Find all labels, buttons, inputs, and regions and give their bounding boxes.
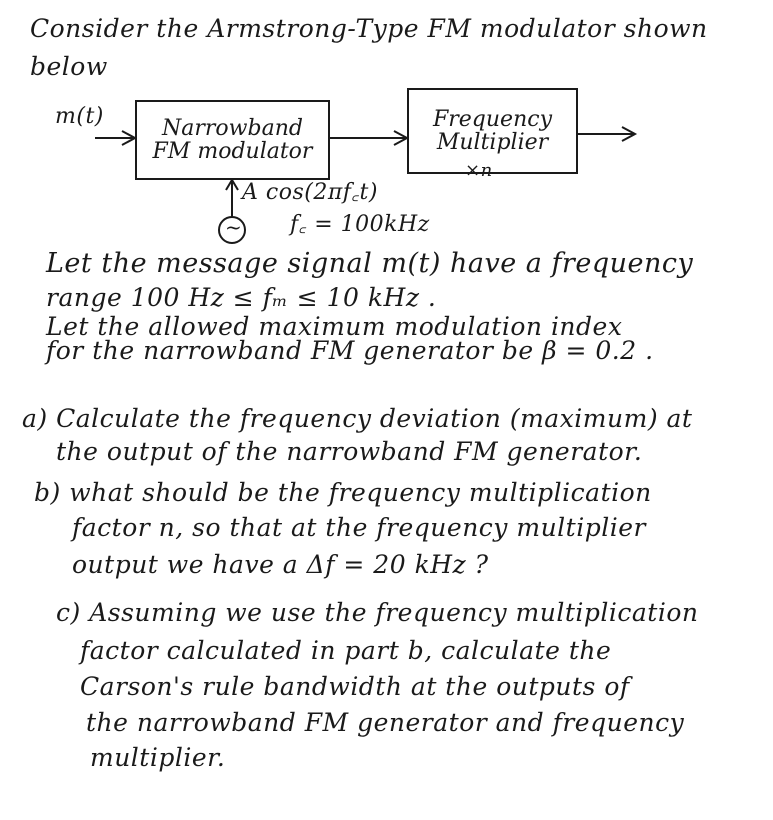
block2-line-2: Multiplier [436,130,549,155]
block2-line-1: Frequency [433,106,552,132]
oscillator-symbol: ~ [225,215,243,239]
statement-line-2: range 100 Hz ≤ fₘ ≤ 10 kHz . [46,283,437,312]
question-c-line-1: c) Assuming we use the frequency multiplication [56,598,699,627]
intro-line-2: below [30,52,108,81]
question-c-line-3: Carson's rule bandwidth at the outputs of [80,672,630,701]
statement-line-4: for the narrowband FM generator be β = 0.2 . [46,336,654,365]
intro-line-1: Consider the Armstrong-Type FM modulator shown [30,14,708,43]
multiplier-factor: ×n [465,160,493,181]
narrowband-fm-block [135,100,330,180]
question-c-line-4: the narrowband FM generator and frequency [86,708,685,737]
statement-line-3: Let the allowed maximum modulation index [46,312,623,341]
block1-line-2: FM modulator [152,139,313,164]
carrier-frequency: f꜀ = 100kHz [290,212,430,237]
question-b-line-2: factor n, so that at the frequency multiplier [72,513,646,542]
question-b-line-1: b) what should be the frequency multiplication [34,478,652,507]
question-c-line-2: factor calculated in part b, calculate the [80,636,612,665]
input-label: m(t) [55,104,104,129]
question-a-line-2: the output of the narrowband FM generator. [56,437,643,466]
question-b-line-3: output we have a Δf = 20 kHz ? [72,550,489,579]
question-a-line-1: a) Calculate the frequency deviation (maximum) at [22,404,693,433]
carrier-label: A cos(2πf꜀t) [242,180,378,205]
question-c-line-5: multiplier. [90,743,226,772]
block1-line-1: Narrowband [162,115,303,141]
statement-line-1: Let the message signal m(t) have a frequency [46,248,694,279]
